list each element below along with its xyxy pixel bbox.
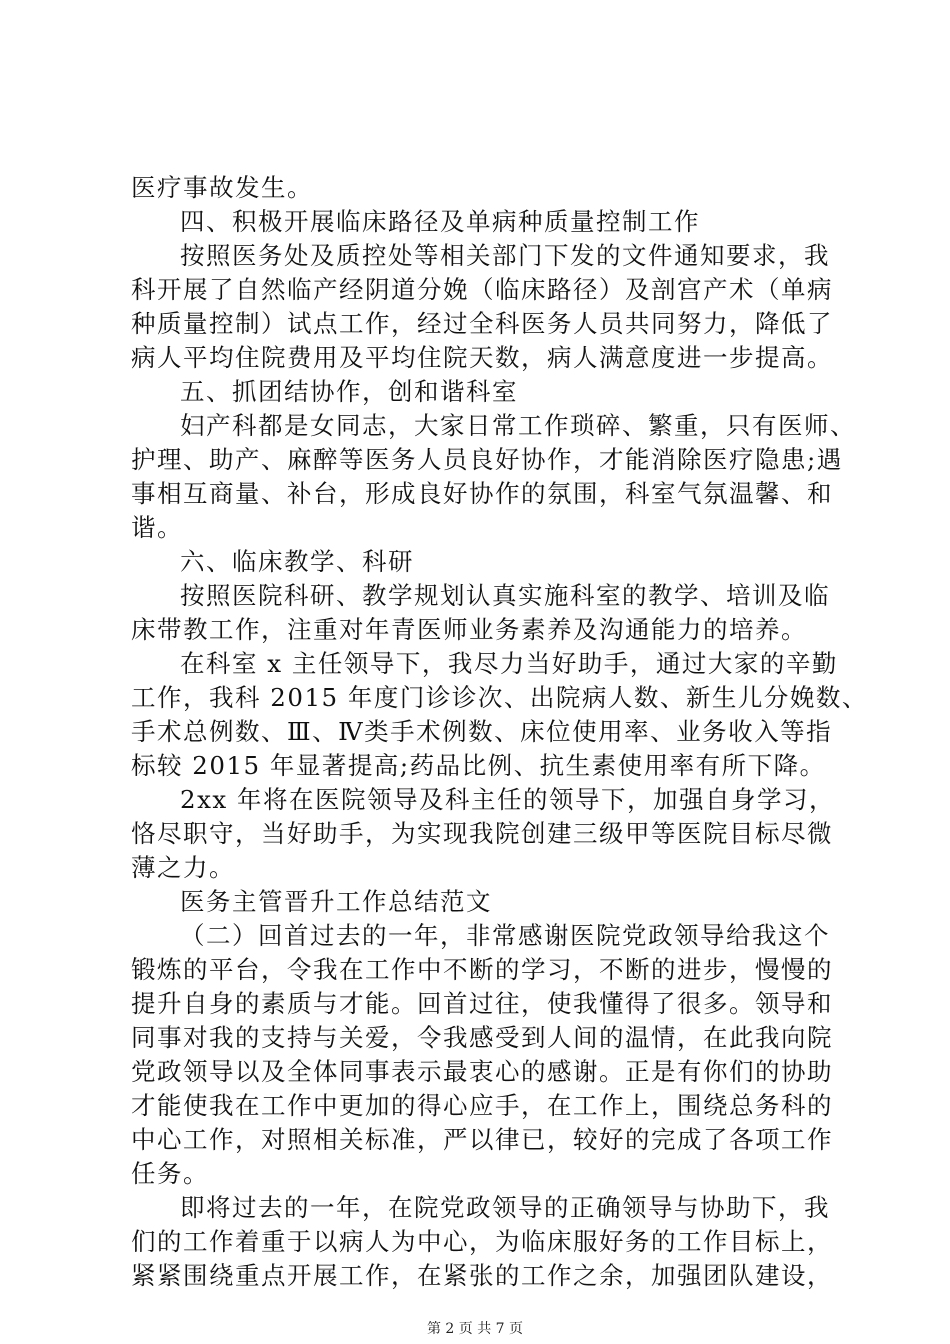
- text-line: 才能使我在工作中更加的得心应手，在工作上，围绕总务科的: [131, 1091, 833, 1120]
- text-line: 党政领导以及全体同事表示最衷心的感谢。正是有你们的协助: [131, 1057, 833, 1086]
- text-line: 同事对我的支持与关爱，令我感受到人间的温情，在此我向院: [131, 1023, 833, 1052]
- text-line: 科开展了自然临产经阴道分娩（临床路径）及剖宫产术（单病: [131, 275, 833, 304]
- text-line: 提升自身的素质与才能。回首过往，使我懂得了很多。领导和: [131, 989, 833, 1018]
- text-line: 在科室 x 主任领导下，我尽力当好助手，通过大家的辛勤: [180, 649, 838, 678]
- text-line: 床带教工作，注重对年青医师业务素养及沟通能力的培养。: [131, 615, 807, 644]
- text-line: 事相互商量、补台，形成良好协作的氛围，科室气氛温馨、和: [131, 479, 833, 508]
- text-line: 锻炼的平台，令我在工作中不断的学习，不断的进步，慢慢的: [131, 955, 833, 984]
- section-heading: 六、临床教学、科研: [180, 547, 414, 576]
- text-line: 按照医院科研、教学规划认真实施科室的教学、培训及临: [180, 581, 830, 610]
- section-heading: 五、抓团结协作，创和谐科室: [180, 377, 518, 406]
- text-line: 薄之力。: [131, 853, 235, 882]
- text-line: 中心工作，对照相关标准，严以律已，较好的完成了各项工作: [131, 1125, 833, 1154]
- text-line: 任务。: [131, 1159, 209, 1188]
- text-line: 们的工作着重于以病人为中心，为临床服好务的工作目标上，: [131, 1227, 833, 1256]
- text-line: 护理、助产、麻醉等医务人员良好协作，才能消除医疗隐患;遇: [131, 445, 843, 474]
- page-number-footer: 第 2 页 共 7 页: [426, 1321, 524, 1337]
- text-line: 2xx 年将在医院领导及科主任的领导下，加强自身学习，: [180, 785, 836, 814]
- text-line: 医疗事故发生。: [131, 173, 313, 202]
- text-line: 手术总例数、Ⅲ、Ⅳ类手术例数、床位使用率、业务收入等指: [131, 717, 833, 746]
- text-line: 工作，我科 2015 年度门诊诊次、出院病人数、新生儿分娩数、: [131, 683, 868, 712]
- text-line: （二）回首过去的一年，非常感谢医院党政领导给我这个: [180, 921, 830, 950]
- text-line: 种质量控制）试点工作，经过全科医务人员共同努力，降低了: [131, 309, 833, 338]
- text-line: 紧紧围绕重点开展工作，在紧张的工作之余，加强团队建设，: [131, 1261, 833, 1290]
- document-title: 医务主管晋升工作总结范文: [180, 887, 492, 916]
- text-line: 按照医务处及质控处等相关部门下发的文件通知要求，我: [180, 241, 830, 270]
- text-line: 即将过去的一年，在院党政领导的正确领导与协助下，我: [180, 1193, 830, 1222]
- text-line: 恪尽职守，当好助手，为实现我院创建三级甲等医院目标尽微: [131, 819, 833, 848]
- text-line: 病人平均住院费用及平均住院天数，病人满意度进一步提高。: [131, 343, 833, 372]
- text-line: 标较 2015 年显著提高;药品比例、抗生素使用率有所下降。: [131, 751, 826, 780]
- text-line: 谐。: [131, 513, 183, 542]
- section-heading: 四、积极开展临床路径及单病种质量控制工作: [180, 207, 700, 236]
- text-line: 妇产科都是女同志，大家日常工作琐碎、繁重，只有医师、: [180, 411, 856, 440]
